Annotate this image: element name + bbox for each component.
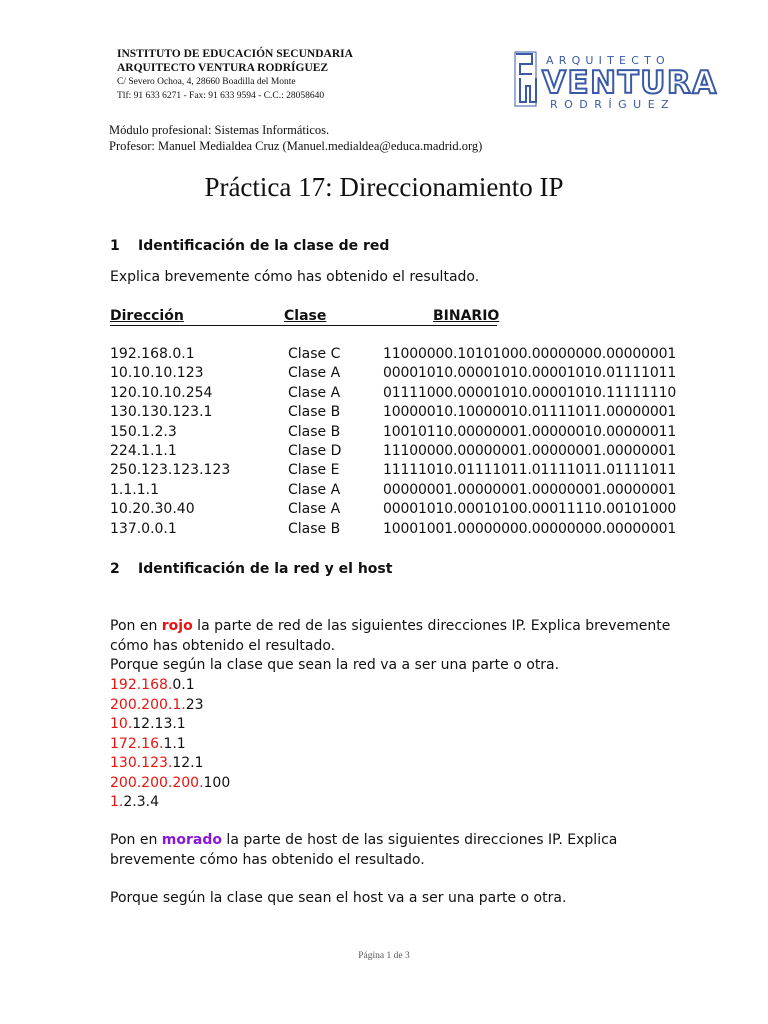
class-cell: Clase B <box>288 423 341 440</box>
binary-cell: 10000010.10000010.01111011.00000001 <box>383 404 677 421</box>
ip-network-part: 200.200.200. <box>110 774 204 791</box>
column-class: Clase <box>284 308 327 324</box>
class-cell: Clase A <box>288 481 341 498</box>
binary-cell: 00001010.00001010.00001010.01111011 <box>383 365 677 382</box>
section-2-heading <box>110 561 392 577</box>
ip-host-part: 23 <box>185 696 204 713</box>
class-cell: Clase A <box>288 384 341 401</box>
address-cell: 192.168.0.1 <box>110 346 195 362</box>
binary-cell: 00001010.00010100.00011110.00101000 <box>383 501 677 518</box>
table-row <box>110 384 677 404</box>
ip-network-part: 172.16. <box>110 735 164 752</box>
address-cell: 130.130.123.1 <box>110 404 213 421</box>
class-cell: Clase C <box>288 346 341 362</box>
section-1-title: Identificación de la clase de red <box>138 238 390 254</box>
binary-cell: 11100000.00000001.00000001.00000001 <box>383 442 677 459</box>
ip-host-part: 100 <box>203 774 231 791</box>
class-cell: Clase E <box>288 462 340 479</box>
table-row <box>110 442 677 462</box>
address-cell: 1.1.1.1 <box>110 481 159 498</box>
ip-network-part: 192.168. <box>110 677 173 693</box>
ip-list-item <box>110 774 230 794</box>
p2-reason: Porque según la clase que sean el host va a ser una parte o otra. <box>110 890 567 906</box>
ip-host-part: 2.3.4 <box>123 794 159 810</box>
p1-reason: Porque según la clase que sean la red va a ser una parte o otra. <box>110 657 560 673</box>
address-table <box>110 346 677 540</box>
section-2-instructions-red <box>110 617 700 676</box>
page-footer: Página 1 de 3 <box>358 951 410 961</box>
ip-network-part: 130.123. <box>110 755 173 771</box>
address-cell: 10.20.30.40 <box>110 501 195 518</box>
class-cell: Clase A <box>288 501 341 518</box>
header-underline <box>110 325 497 326</box>
table-row <box>110 365 677 384</box>
ip-list-item <box>110 754 230 774</box>
table-row <box>110 501 677 520</box>
column-address: Dirección <box>110 308 184 324</box>
p2-after: la parte de host de las siguientes direcciones IP. Explica brevemente cómo has obtenido el resultado. <box>110 832 618 868</box>
class-cell: Clase B <box>288 520 341 537</box>
address-cell: 137.0.0.1 <box>110 520 177 537</box>
binary-cell: 10010110.00000001.00000010.00000011 <box>383 423 677 440</box>
table-row <box>110 481 677 501</box>
section-2-instructions-purple <box>110 831 700 870</box>
institute-name: INSTITUTO DE EDUCACIÓN SECUNDARIA <box>117 48 353 60</box>
class-cell: Clase B <box>288 404 341 421</box>
school-logo <box>512 50 722 112</box>
logo-line2: VENTURA <box>542 65 718 101</box>
address-cell: 10.10.10.123 <box>110 365 204 382</box>
section-2-number: 2 <box>110 561 120 577</box>
page-title: Práctica 17: Direccionamiento IP <box>204 172 564 202</box>
logo-line1: ARQUITECTO <box>546 54 670 67</box>
p1-after: la parte de red de las siguientes direcciones IP. Explica brevemente cómo has obtenido el resultado. <box>110 618 671 654</box>
school-header <box>117 47 353 103</box>
logo-line3: RODRÍGUEZ <box>550 98 676 111</box>
table-row <box>110 462 677 481</box>
p2-highlight: morado <box>161 832 222 848</box>
ip-list <box>110 676 230 813</box>
ip-list-item <box>110 676 230 696</box>
ip-list-item <box>110 735 230 755</box>
ip-host-part: 12.13.1 <box>132 716 186 732</box>
ip-network-part: 1. <box>110 794 124 810</box>
binary-cell: 01111000.00001010.00001010.11111110 <box>383 384 677 401</box>
course-meta <box>109 122 482 154</box>
binary-cell: 10001001.00000000.00000000.00000001 <box>383 520 677 537</box>
school-name: ARQUITECTO VENTURA RODRÍGUEZ <box>117 62 329 74</box>
binary-cell: 11000000.10101000.00000000.00000001 <box>383 346 677 362</box>
class-cell: Clase A <box>288 365 341 382</box>
address-cell: 250.123.123.123 <box>110 462 231 479</box>
ip-network-part: 200.200.1. <box>110 696 186 713</box>
section-1-heading <box>110 238 389 254</box>
ip-list-item <box>110 715 230 735</box>
address-cell: 120.10.10.254 <box>110 384 213 401</box>
p1-before: Pon en <box>110 618 162 634</box>
section-1-intro: Explica brevemente cómo has obtenido el resultado. <box>110 269 480 285</box>
binary-cell: 11111010.01111011.01111011.01111011 <box>383 462 677 479</box>
ip-list-item <box>110 696 230 716</box>
ip-host-part: 1.1 <box>163 735 186 752</box>
column-binary: BINARIO <box>433 308 500 324</box>
ip-network-part: 10. <box>110 716 133 732</box>
address-cell: 150.1.2.3 <box>110 423 177 440</box>
school-contact: Tlf: 91 633 6271 - Fax: 91 633 9594 - C.C.: 28058640 <box>117 91 325 101</box>
table-row <box>110 423 677 443</box>
ip-host-part: 0.1 <box>172 677 195 693</box>
p1-highlight: rojo <box>161 618 193 634</box>
teacher-line: Profesor: Manuel Medialdea Cruz (Manuel.medialdea@educa.madrid.org) <box>109 139 483 153</box>
module-line: Módulo profesional: Sistemas Informáticos. <box>109 123 330 137</box>
section-1-number: 1 <box>110 238 120 254</box>
school-address: C/ Severo Ochoa, 4, 28660 Boadilla del Monte <box>117 77 296 87</box>
binary-cell: 00000001.00000001.00000001.00000001 <box>383 481 677 498</box>
table-row <box>110 346 677 365</box>
ip-host-part: 12.1 <box>172 755 204 771</box>
p2-before: Pon en <box>110 832 162 848</box>
ip-list-item <box>110 793 230 813</box>
table-row <box>110 520 677 540</box>
address-cell: 224.1.1.1 <box>110 442 177 459</box>
class-cell: Clase D <box>288 442 342 459</box>
section-2-title: Identificación de la red y el host <box>138 561 393 577</box>
table-row <box>110 404 677 423</box>
